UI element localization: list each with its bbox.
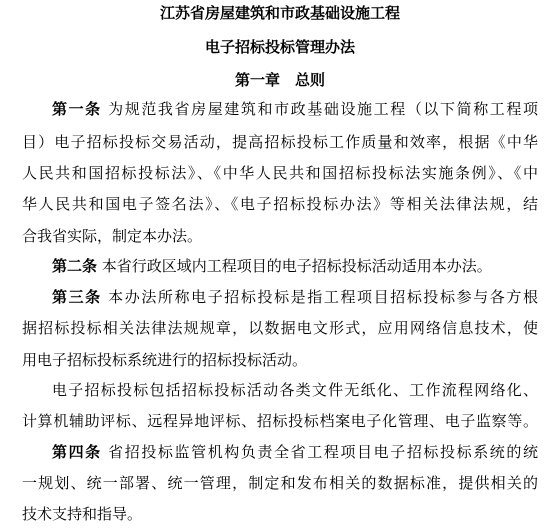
paragraph-line-2: 计算机辅助评标、远程异地评标、招标投标档案电子化管理、电子监察等。 <box>22 412 538 430</box>
document-subtitle: 电子招标投标管理办法 <box>204 38 355 56</box>
article-4-line-3: 技术支持和指导。 <box>22 505 143 523</box>
chapter-heading: 第一章 总则 <box>234 71 325 89</box>
article-3-line-2: 据招标投标相关法律法规规章，以数据电文形式，应用网络信息技术，使 <box>22 319 538 337</box>
article-1-line-2: 目）电子招标投标交易活动，提高招标投标工作质量和效率，根据《中华 <box>22 133 538 151</box>
article-4-line-2: 一规划、统一部署、统一管理，制定和发布相关的数据标准，提供相关的 <box>22 474 538 492</box>
article-3-line-1: 第三条 本办法所称电子招标投标是指工程项目招标投标参与各方根 <box>52 288 538 306</box>
article-1-line-4: 华人民共和国电子签名法》、《电子招标投标办法》等相关法律法规，结 <box>22 195 538 213</box>
article-1-line-1: 第一条 为规范我省房屋建筑和市政基础设施工程（以下简称工程项 <box>52 100 538 118</box>
article-2-line-1: 第二条 本省行政区域内工程项目的电子招标投标活动适用本办法。 <box>52 257 492 275</box>
article-1-line-3: 人民共和国招标投标法》、《中华人民共和国招标投标法实施条例》、《中 <box>22 164 538 182</box>
article-3-line-3: 用电子招标投标系统进行的招标投标活动。 <box>22 351 308 369</box>
article-3-label: 第三条 <box>52 288 102 306</box>
article-1-label: 第一条 <box>52 100 102 118</box>
article-2-label: 第二条 <box>52 257 98 275</box>
article-4-line-1: 第四条 省招投标监管机构负责全省工程项目电子招标投标系统的统 <box>52 443 538 461</box>
article-4-label: 第四条 <box>52 443 102 461</box>
article-1-line-5: 合我省实际，制定本办法。 <box>22 227 203 245</box>
document-title: 江苏省房屋建筑和市政基础设施工程 <box>159 4 400 22</box>
paragraph-line-1: 电子招标投标包括招标投标活动各类文件无纸化、工作流程网络化、 <box>52 381 538 399</box>
